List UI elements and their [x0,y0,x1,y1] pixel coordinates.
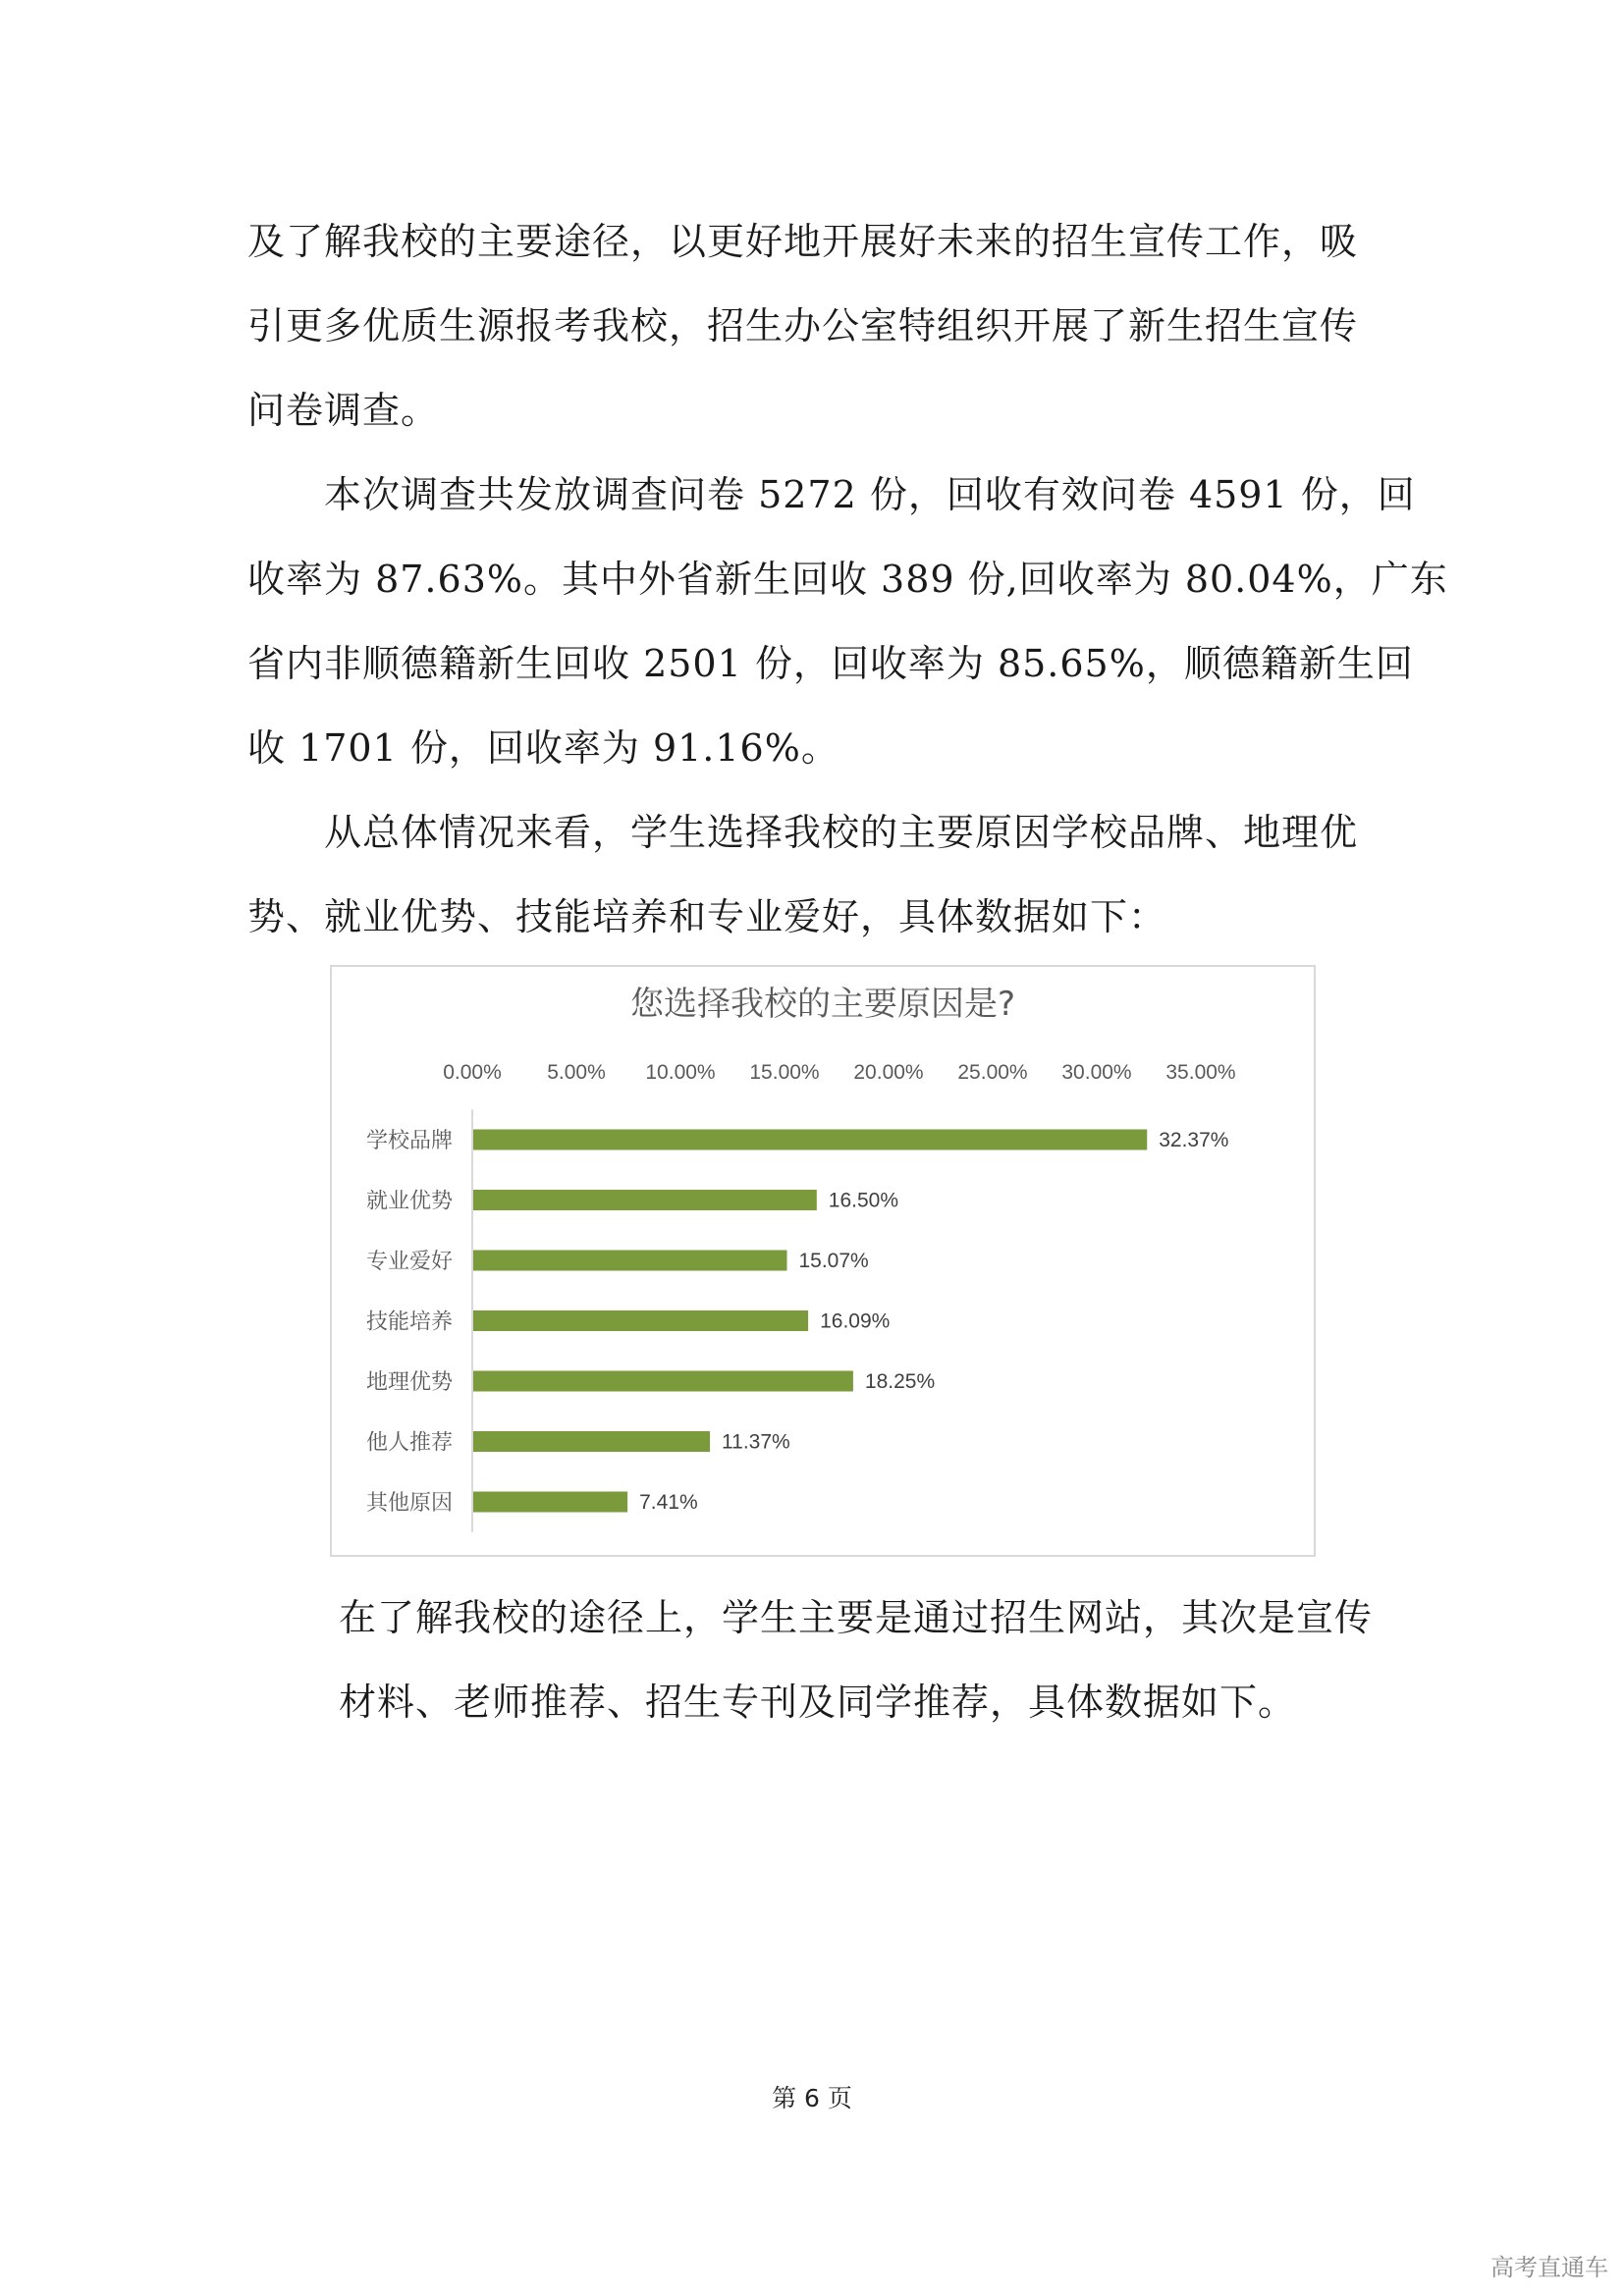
text-line: 材料、老师推荐、招生专刊及同学推荐，具体数据如下。 [339,1681,1297,1724]
text-line: 问卷调查。 [247,389,440,432]
data-label: 18.25% [864,1370,936,1393]
text-line: 收率为 87.63%。其中外省新生回收 389 份,回收率为 80.04%，广东 [247,558,1448,601]
chart-title: 您选择我校的主要原因是? [629,985,1016,1024]
x-tick-label: 25.00% [957,1061,1028,1084]
intro-paragraph [247,199,1377,453]
x-tick-label: 20.00% [853,1061,924,1084]
page-number: 第 6 页 [772,2084,852,2112]
data-label: 15.07% [798,1250,869,1272]
x-tick-label: 0.00% [443,1061,502,1084]
category-label: 专业爱好 [365,1250,453,1274]
data-label: 11.37% [722,1430,790,1454]
x-tick-label: 5.00% [547,1061,606,1084]
reasons-intro-paragraph [247,790,1377,959]
category-label: 技能培养 [365,1309,453,1335]
data-label: 7.41% [639,1491,698,1514]
category-label: 他人推荐 [365,1430,453,1456]
category-labels [366,1129,453,1516]
reasons-bar-chart [330,965,1316,1557]
bars [473,1130,1147,1513]
bar [473,1371,853,1392]
category-label: 地理优势 [365,1370,453,1395]
x-tick-label: 30.00% [1061,1061,1132,1084]
chart-canvas [332,967,1314,1555]
data-label: 32.37% [1159,1129,1229,1151]
channels-intro-paragraph [339,1575,1468,1744]
bar [473,1251,786,1271]
bar [473,1310,808,1331]
watermark: 高考直通车 [1490,2254,1608,2281]
x-axis-ticks [443,1061,1235,1084]
category-label: 学校品牌 [365,1129,453,1153]
text-line: 势、就业优势、技能培养和专业爱好，具体数据如下： [247,895,1167,938]
survey-stats-paragraph [247,453,1448,790]
x-tick-label: 35.00% [1165,1061,1236,1084]
data-label: 16.09% [820,1309,891,1333]
text-line: 在了解我校的途径上，学生主要是通过招生网站，其次是宣传 [339,1596,1374,1639]
category-label: 其他原因 [365,1491,453,1516]
text-line: 收 1701 份，回收率为 91.16%。 [247,726,839,770]
text-line: 省内非顺德籍新生回收 2501 份，回收率为 85.65%，顺德籍新生回 [247,642,1414,685]
bar [473,1492,627,1513]
bar [473,1190,817,1210]
text-line: 及了解我校的主要途径，以更好地开展好未来的招生宣传工作，吸 [247,220,1359,263]
bar [473,1130,1147,1150]
bar [473,1431,710,1452]
text-line: 本次调查共发放调查问卷 5272 份，回收有效问卷 4591 份，回 [247,473,1416,516]
data-label: 16.50% [828,1189,899,1212]
text-line: 引更多优质生源报考我校，招生办公室特组织开展了新生招生宣传 [247,304,1359,347]
x-tick-label: 10.00% [645,1061,716,1084]
x-tick-label: 15.00% [749,1061,820,1084]
text-line: 从总体情况来看，学生选择我校的主要原因学校品牌、地理优 [247,811,1359,854]
category-label: 就业优势 [365,1189,453,1214]
